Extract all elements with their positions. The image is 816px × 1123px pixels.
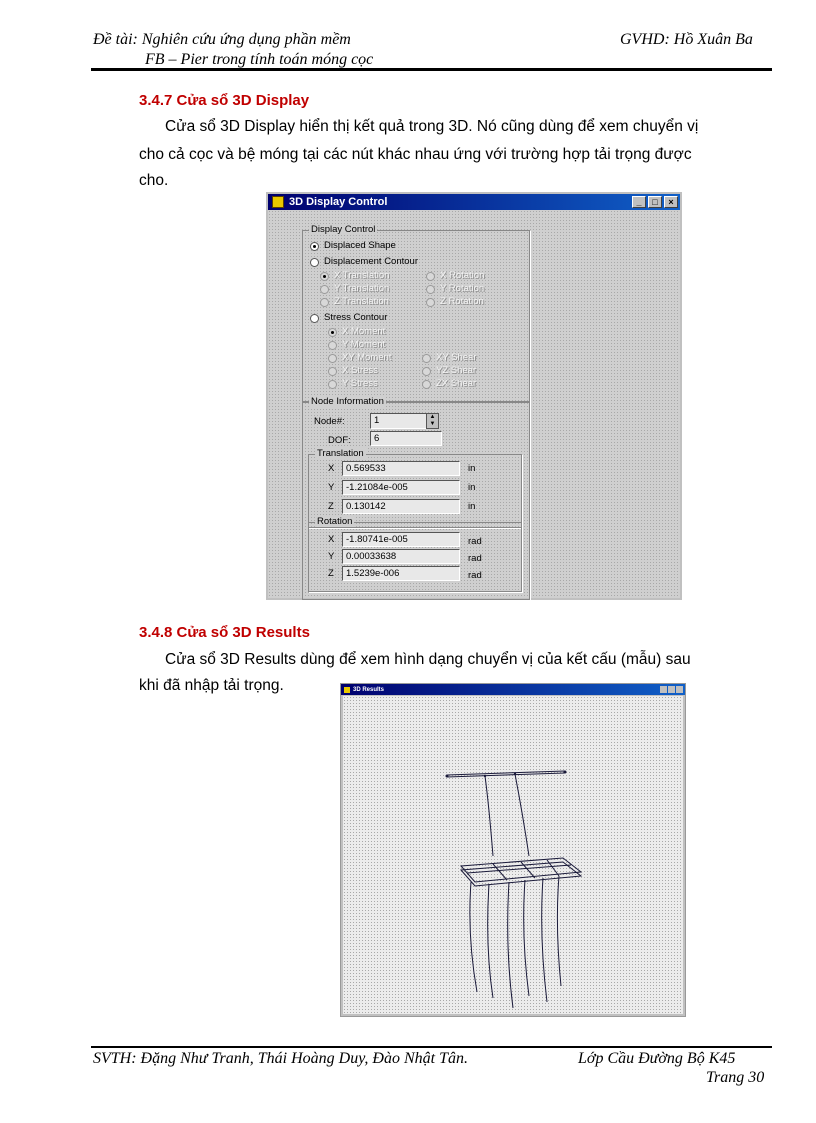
footer-class: Lớp Cầu Đường Bộ K45 [578, 1050, 736, 1067]
pier-cap-line [447, 771, 565, 775]
rotation-z-unit: rad [468, 570, 482, 581]
section-title-3d-results: 3.4.8 Cửa sổ 3D Results [139, 624, 310, 641]
node-spinner-icon[interactable]: ▲ ▼ [426, 413, 439, 429]
group-label: Display Control [311, 224, 376, 235]
paragraph-line: cho cả cọc và bệ móng tại các nút khác nhau ứng với trường hợp tải trọng được [139, 146, 692, 163]
header-topic-line2: FB – Pier trong tính toán móng cọc [145, 51, 374, 68]
x-stress-label: X Stress [342, 365, 378, 376]
dof-field: 6 [370, 431, 442, 446]
node-number-input[interactable]: 1 [370, 413, 428, 429]
rotation-x-label: X [328, 534, 335, 545]
pier-column [485, 776, 493, 856]
results-window [340, 683, 686, 1017]
displacement-contour-label: Displacement Contour [324, 256, 418, 267]
y-moment-radio[interactable] [328, 341, 337, 350]
node-point [514, 773, 516, 775]
group-label: Translation [317, 448, 364, 459]
z-translation-radio[interactable] [320, 298, 329, 307]
node-point [484, 775, 486, 777]
x-rotation-radio[interactable] [426, 272, 435, 281]
translation-x-unit: in [468, 463, 476, 474]
pile [508, 882, 513, 1008]
xy-shear-radio[interactable] [422, 354, 431, 363]
window-title: 3D Display Control [289, 196, 388, 208]
window-client [268, 210, 680, 598]
app-icon [272, 196, 284, 208]
results-viewport [343, 696, 683, 1014]
pile [524, 880, 529, 996]
z-rotation-label: Z Rotation [440, 296, 484, 307]
zx-shear-label: ZX Shear [436, 378, 477, 389]
stress-contour-label: Stress Contour [324, 312, 388, 323]
translation-z-label: Z [328, 501, 334, 512]
maximize-icon[interactable] [668, 686, 675, 693]
x-translation-radio[interactable] [320, 272, 329, 281]
rotation-y-field: 0.00033638 [342, 549, 460, 564]
y-rotation-label: Y Rotation [440, 283, 485, 294]
zx-shear-radio[interactable] [422, 380, 431, 389]
translation-y-unit: in [468, 482, 476, 493]
x-translation-label: X Translation [334, 270, 390, 281]
pier-deformed-shape-drawing [343, 696, 683, 1014]
xy-moment-radio[interactable] [328, 354, 337, 363]
pile [557, 876, 561, 986]
rotation-x-field: -1.80741e-005 [342, 532, 460, 547]
minimize-icon[interactable]: _ [632, 196, 646, 208]
pile [542, 878, 547, 1002]
xy-moment-label: XY Moment [342, 352, 392, 363]
minimize-icon[interactable] [660, 686, 667, 693]
footer-rule [91, 1046, 772, 1048]
window-titlebar [341, 684, 685, 695]
stress-contour-radio[interactable] [310, 314, 319, 323]
header-topic-line1: Đề tài: Nghiên cứu ứng dụng phần mềm [93, 31, 351, 48]
x-stress-radio[interactable] [328, 367, 337, 376]
x-moment-radio[interactable] [328, 328, 337, 337]
node-number-label: Node#: [314, 416, 345, 427]
yz-shear-label: YZ Shear [436, 365, 477, 376]
rotation-y-unit: rad [468, 553, 482, 564]
displaced-shape-label: Displaced Shape [324, 240, 396, 251]
z-rotation-radio[interactable] [426, 298, 435, 307]
paragraph-line: khi đã nhập tải trọng. [139, 677, 284, 694]
translation-y-label: Y [328, 482, 335, 493]
x-moment-label: X Moment [342, 326, 386, 337]
pier-column [515, 774, 529, 856]
translation-y-field: -1.21084e-005 [342, 480, 460, 495]
paragraph-line: Cửa sổ 3D Results dùng để xem hình dạng chuyển vị của kết cấu (mẫu) sau [165, 651, 691, 668]
paragraph-line: cho. [139, 172, 169, 189]
pier-cap-line [447, 773, 565, 777]
maximize-icon[interactable]: □ [648, 196, 662, 208]
translation-z-unit: in [468, 501, 476, 512]
group-label: Rotation [317, 516, 353, 527]
pile [488, 884, 493, 998]
translation-x-field: 0.569533 [342, 461, 460, 476]
window-titlebar [268, 194, 680, 210]
y-moment-label: Y Moment [342, 339, 386, 350]
y-translation-label: Y Translation [334, 283, 390, 294]
y-rotation-radio[interactable] [426, 285, 435, 294]
translation-z-field: 0.130142 [342, 499, 460, 514]
window-title: 3D Results [353, 686, 385, 693]
y-stress-label: Y Stress [342, 378, 378, 389]
z-translation-label: Z Translation [334, 296, 389, 307]
footer-students: SVTH: Đặng Như Tranh, Thái Hoàng Duy, Đào Nhật Tân. [93, 1050, 468, 1067]
displacement-contour-radio[interactable] [310, 258, 319, 267]
xy-shear-label: XY Shear [436, 352, 477, 363]
close-icon[interactable] [676, 686, 683, 693]
node-point [564, 771, 567, 774]
displaced-shape-radio[interactable] [310, 242, 319, 251]
paragraph-line: Cửa sổ 3D Display hiển thị kết quả trong 3D. Nó cũng dùng để xem chuyển vị [165, 118, 699, 135]
y-stress-radio[interactable] [328, 380, 337, 389]
section-title-3d-display: 3.4.7 Cửa sổ 3D Display [139, 92, 310, 109]
rotation-y-label: Y [328, 551, 335, 562]
close-icon[interactable]: × [664, 196, 678, 208]
footer-page-number: Trang 30 [706, 1069, 765, 1086]
rotation-z-label: Z [328, 568, 334, 579]
pile [470, 882, 477, 992]
header-advisor: GVHD: Hồ Xuân Ba [620, 31, 753, 48]
node-point [446, 775, 449, 778]
rotation-x-unit: rad [468, 536, 482, 547]
app-icon [344, 687, 350, 693]
group-label: Node Information [311, 396, 384, 407]
yz-shear-radio[interactable] [422, 367, 431, 376]
header-rule [91, 68, 772, 71]
rotation-z-field: 1.5239e-006 [342, 566, 460, 581]
y-translation-radio[interactable] [320, 285, 329, 294]
x-rotation-label: X Rotation [440, 270, 485, 281]
translation-x-label: X [328, 463, 335, 474]
display-control-window [266, 192, 682, 600]
dof-label: DOF: [328, 435, 351, 446]
